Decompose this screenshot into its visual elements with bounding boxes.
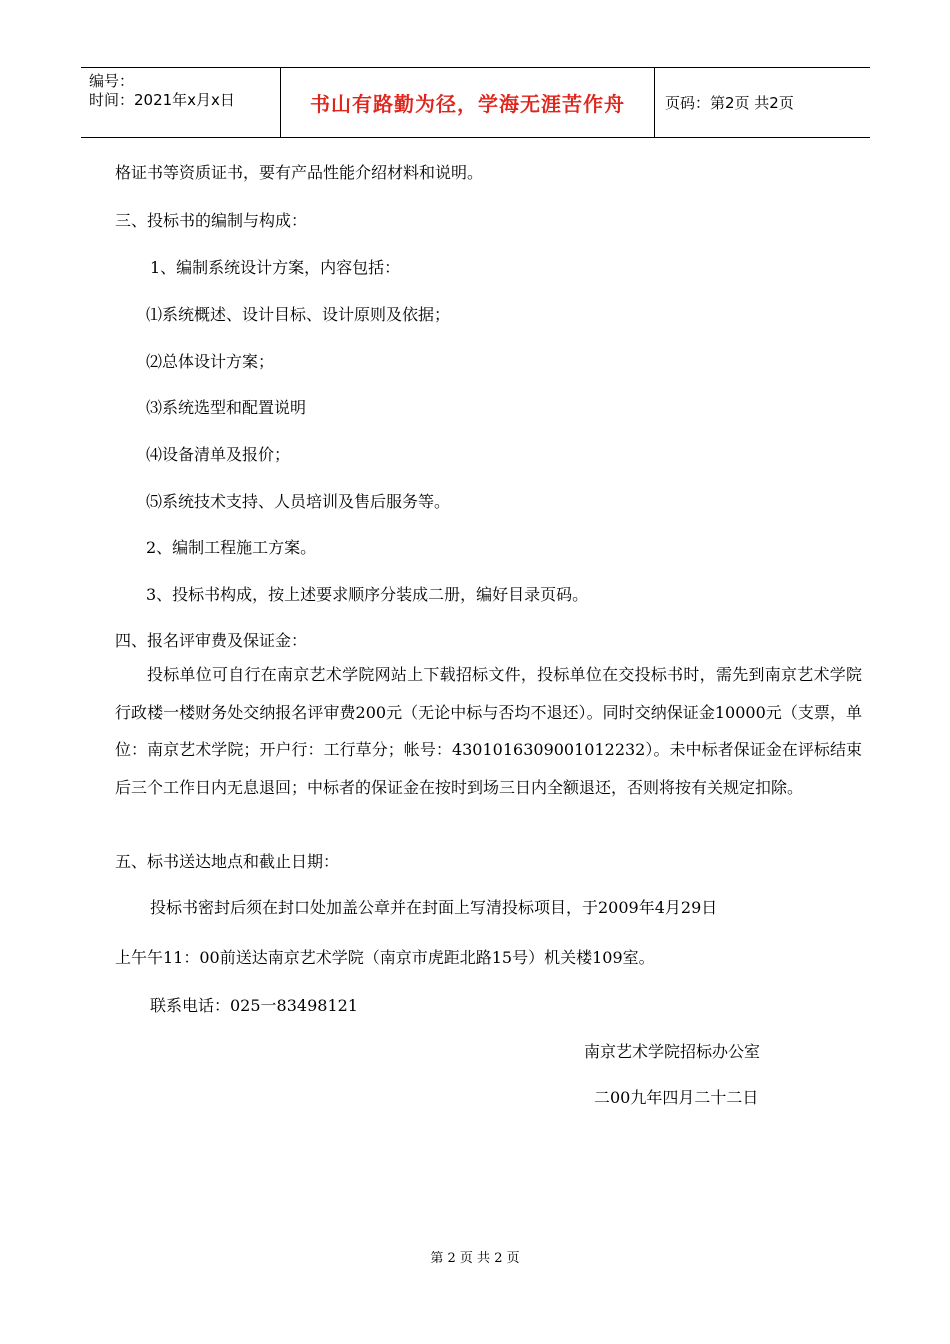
section-3-heading: 三、投标书的编制与构成： [115, 211, 308, 230]
section-5-line-2: 上午午11：00前送达南京艺术学院（南京市虎距北路15号）机关楼109室。 [115, 948, 655, 967]
section-3-subitem-3: ⑶系统选型和配置说明 [146, 398, 307, 417]
document-number-label: 编号： [89, 72, 135, 90]
section-3-subitem-1: ⑴系统概述、设计目标、设计原则及依据； [146, 305, 451, 324]
header-motto: 书山有路勤为径，学海无涯苦作舟 [310, 92, 625, 116]
section-5-heading: 五、标书送达地点和截止日期： [115, 852, 340, 871]
signature-date: 二00九年四月二十二日 [594, 1088, 759, 1107]
body-line-continuation: 格证书等资质证书，要有产品性能介绍材料和说明。 [115, 163, 484, 182]
page-header [81, 67, 870, 138]
header-motto-cell [281, 68, 655, 137]
section-4-paragraph: 投标单位可自行在南京艺术学院网站上下载招标文件，投标单位在交投标书时，需先到南京艺术学院行政楼一楼财务处交纳报名评审费200元（无论中标与否均不退还）。同时交纳保证金10000元（支票，单位：南京艺术学院；开户行：工行草分；帐号：4301016309001012232）。未中标者保证金在评标结束后三个工作日内无息退回；中标者的保证金在按时到场三日内全额退还，否则将按有关规定扣除。 [115, 665, 862, 797]
section-3-subitem-2: ⑵总体设计方案； [146, 352, 275, 371]
section-3-subitem-4: ⑷设备清单及报价； [146, 445, 291, 464]
section-3-item-1: 1、编制系统设计方案，内容包括： [150, 258, 401, 277]
signature-organization: 南京艺术学院招标办公室 [584, 1042, 761, 1061]
header-page-info: 页码：第2页 共2页 [665, 94, 794, 112]
header-meta [81, 68, 281, 137]
page-footer: 第 2 页 共 2 页 [430, 1251, 520, 1266]
section-5-line-1: 投标书密封后须在封口处加盖公章并在封面上写清投标项目，于2009年4月29日 [150, 898, 718, 917]
section-4-heading: 四、报名评审费及保证金： [115, 631, 308, 650]
section-3-subitem-5: ⑸系统技术支持、人员培训及售后服务等。 [146, 492, 451, 511]
contact-phone: 联系电话：025一83498121 [150, 996, 358, 1015]
document-time-label: 时间：2021年x月x日 [89, 91, 235, 109]
section-3-item-2: 2、编制工程施工方案。 [146, 538, 317, 557]
section-3-item-3: 3、投标书构成，按上述要求顺序分装成二册，编好目录页码。 [146, 585, 589, 604]
